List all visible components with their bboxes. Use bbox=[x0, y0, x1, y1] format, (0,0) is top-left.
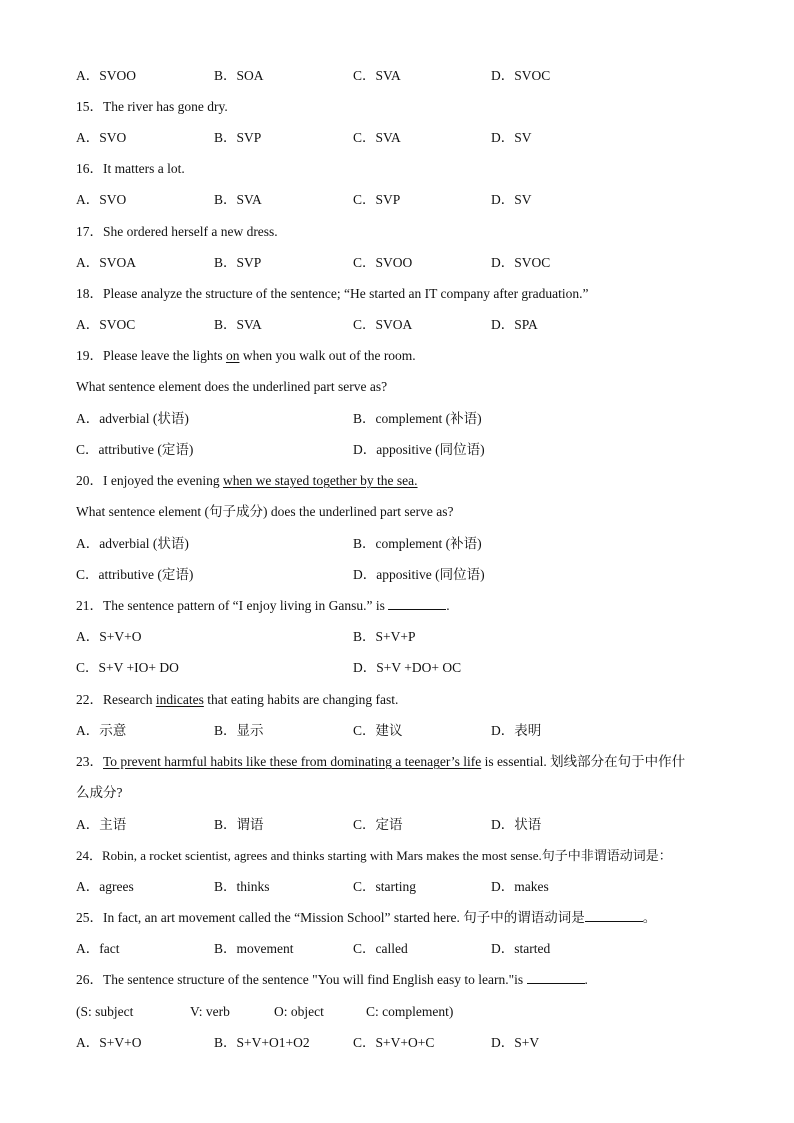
q21-option-a[interactable]: A．S+V+O bbox=[76, 629, 142, 644]
q17-option-a[interactable]: A．SVOA bbox=[76, 255, 137, 270]
q14-option-d[interactable]: D．SVOC bbox=[491, 68, 551, 83]
q19-stem-post: when you walk out of the room. bbox=[239, 348, 416, 363]
q15-stem: 15．The river has gone dry. bbox=[76, 99, 228, 114]
q23-stem-line2: 么成分? bbox=[76, 785, 123, 800]
q21-stem-pre: 21．The sentence pattern of “I enjoy living in Gansu.” is bbox=[76, 598, 389, 613]
q15-option-c[interactable]: C．SVA bbox=[353, 130, 401, 145]
q22-option-a[interactable]: A．示意 bbox=[76, 723, 127, 738]
q19-option-a[interactable]: A．adverbial (状语) bbox=[76, 411, 189, 426]
q26-option-a[interactable]: A．S+V+O bbox=[76, 1035, 142, 1050]
q18-option-c[interactable]: C．SVOA bbox=[353, 317, 413, 332]
q20-option-b[interactable]: B．complement (补语) bbox=[353, 536, 482, 551]
q14-option-b[interactable]: B．SOA bbox=[214, 68, 264, 83]
q21-option-c[interactable]: C．S+V +IO+ DO bbox=[76, 660, 179, 675]
q21-option-d[interactable]: D．S+V +DO+ OC bbox=[353, 660, 462, 675]
q25-option-b[interactable]: B．movement bbox=[214, 941, 294, 956]
q23-underlined-part: To prevent harmful habits like these from dominating a teenager’s life bbox=[103, 754, 482, 769]
q14-option-a[interactable]: A．SVOO bbox=[76, 68, 137, 83]
q15-option-b[interactable]: B．SVP bbox=[214, 130, 262, 145]
q23-option-a[interactable]: A．主语 bbox=[76, 817, 127, 832]
q25-answer-blank[interactable] bbox=[585, 909, 643, 922]
q16-option-d[interactable]: D．SV bbox=[491, 192, 532, 207]
q17-option-d[interactable]: D．SVOC bbox=[491, 255, 551, 270]
q26-option-c[interactable]: C．S+V+O+C bbox=[353, 1035, 435, 1050]
q16-option-c[interactable]: C．SVP bbox=[353, 192, 401, 207]
q23-option-d[interactable]: D．状语 bbox=[491, 817, 542, 832]
q16-option-a[interactable]: A．SVO bbox=[76, 192, 127, 207]
q17-option-b[interactable]: B．SVP bbox=[214, 255, 262, 270]
q24-option-a[interactable]: A．agrees bbox=[76, 879, 134, 894]
q22-stem bbox=[76, 691, 398, 709]
q20-stem-pre: 20．I enjoyed the evening bbox=[76, 473, 223, 488]
q25-option-a[interactable]: A．fact bbox=[76, 941, 120, 956]
q24-stem: 24．Robin, a rocket scientist, agrees and thinks starting with Mars makes the most sense.句子中非谓语动词是： bbox=[76, 848, 672, 863]
q15-option-d[interactable]: D．SV bbox=[491, 130, 532, 145]
q20-option-c[interactable]: C．attributive (定语) bbox=[76, 567, 194, 582]
q25-stem-pre: 25．In fact, an art movement called the “Mission School” started here. 句子中的谓语动词是 bbox=[76, 910, 585, 925]
q17-stem: 17．She ordered herself a new dress. bbox=[76, 224, 278, 239]
q20-underlined-part: when we stayed together by the sea. bbox=[222, 473, 418, 488]
q17-option-c[interactable]: C．SVOO bbox=[353, 255, 413, 270]
q23-stem-post: is essential. 划线部分在句于中作什 bbox=[481, 754, 686, 769]
q26-legend-object: O: object bbox=[274, 1004, 324, 1019]
q25-option-c[interactable]: C．called bbox=[353, 941, 408, 956]
q24-option-b[interactable]: B．thinks bbox=[214, 879, 270, 894]
q19-option-d[interactable]: D．appositive (同位语) bbox=[353, 442, 485, 457]
q22-option-b[interactable]: B．显示 bbox=[214, 723, 264, 738]
q26-stem bbox=[76, 971, 588, 989]
q24-option-d[interactable]: D．makes bbox=[491, 879, 549, 894]
q26-option-d[interactable]: D．S+V bbox=[491, 1035, 540, 1050]
q26-stem-pre: 26．The sentence structure of the sentence "You will find English easy to learn."is bbox=[76, 972, 527, 987]
q19-question: What sentence element does the underlined part serve as? bbox=[76, 379, 388, 394]
q19-stem-pre: 19．Please leave the lights bbox=[76, 348, 226, 363]
q22-option-c[interactable]: C．建议 bbox=[353, 723, 403, 738]
q26-option-b[interactable]: B．S+V+O1+O2 bbox=[214, 1035, 310, 1050]
q25-stem-post: 。 bbox=[642, 910, 657, 925]
q16-option-b[interactable]: B．SVA bbox=[214, 192, 262, 207]
q21-stem bbox=[76, 597, 450, 615]
q25-option-d[interactable]: D．started bbox=[491, 941, 551, 956]
q19-stem bbox=[76, 347, 416, 365]
q20-stem bbox=[76, 472, 418, 490]
q22-option-d[interactable]: D．表明 bbox=[491, 723, 542, 738]
q20-question: What sentence element (句子成分) does the underlined part serve as? bbox=[76, 504, 454, 519]
q25-stem bbox=[76, 909, 656, 927]
q22-stem-pre: 22．Research bbox=[76, 692, 156, 707]
q21-stem-post: . bbox=[446, 598, 450, 613]
q14-option-c[interactable]: C．SVA bbox=[353, 68, 401, 83]
q22-stem-post: that eating habits are changing fast. bbox=[203, 692, 399, 707]
q18-option-a[interactable]: A．SVOC bbox=[76, 317, 136, 332]
q23-option-b[interactable]: B．谓语 bbox=[214, 817, 264, 832]
q19-underlined-part: on bbox=[225, 348, 240, 363]
q23-option-c[interactable]: C．定语 bbox=[353, 817, 403, 832]
q19-option-c[interactable]: C．attributive (定语) bbox=[76, 442, 194, 457]
q23-stem-pre: 23． bbox=[76, 754, 103, 769]
q26-answer-blank[interactable] bbox=[527, 971, 585, 984]
q20-option-d[interactable]: D．appositive (同位语) bbox=[353, 567, 485, 582]
q16-stem: 16．It matters a lot. bbox=[76, 161, 185, 176]
q20-option-a[interactable]: A．adverbial (状语) bbox=[76, 536, 189, 551]
q18-option-d[interactable]: D．SPA bbox=[491, 317, 538, 332]
q21-answer-blank[interactable] bbox=[388, 597, 446, 610]
q15-option-a[interactable]: A．SVO bbox=[76, 130, 127, 145]
q22-underlined-part: indicates bbox=[155, 692, 204, 707]
q18-stem: 18．Please analyze the structure of the sentence; “He started an IT company after graduation.” bbox=[76, 286, 589, 301]
q26-legend-complement: C: complement) bbox=[366, 1004, 454, 1019]
q21-option-b[interactable]: B．S+V+P bbox=[353, 629, 416, 644]
q26-legend-subject: (S: subject bbox=[76, 1004, 134, 1019]
q26-stem-post: . bbox=[584, 972, 588, 987]
q18-option-b[interactable]: B．SVA bbox=[214, 317, 262, 332]
q23-stem bbox=[76, 753, 685, 771]
q24-option-c[interactable]: C．starting bbox=[353, 879, 416, 894]
q19-option-b[interactable]: B．complement (补语) bbox=[353, 411, 482, 426]
q26-legend-verb: V: verb bbox=[190, 1004, 230, 1019]
